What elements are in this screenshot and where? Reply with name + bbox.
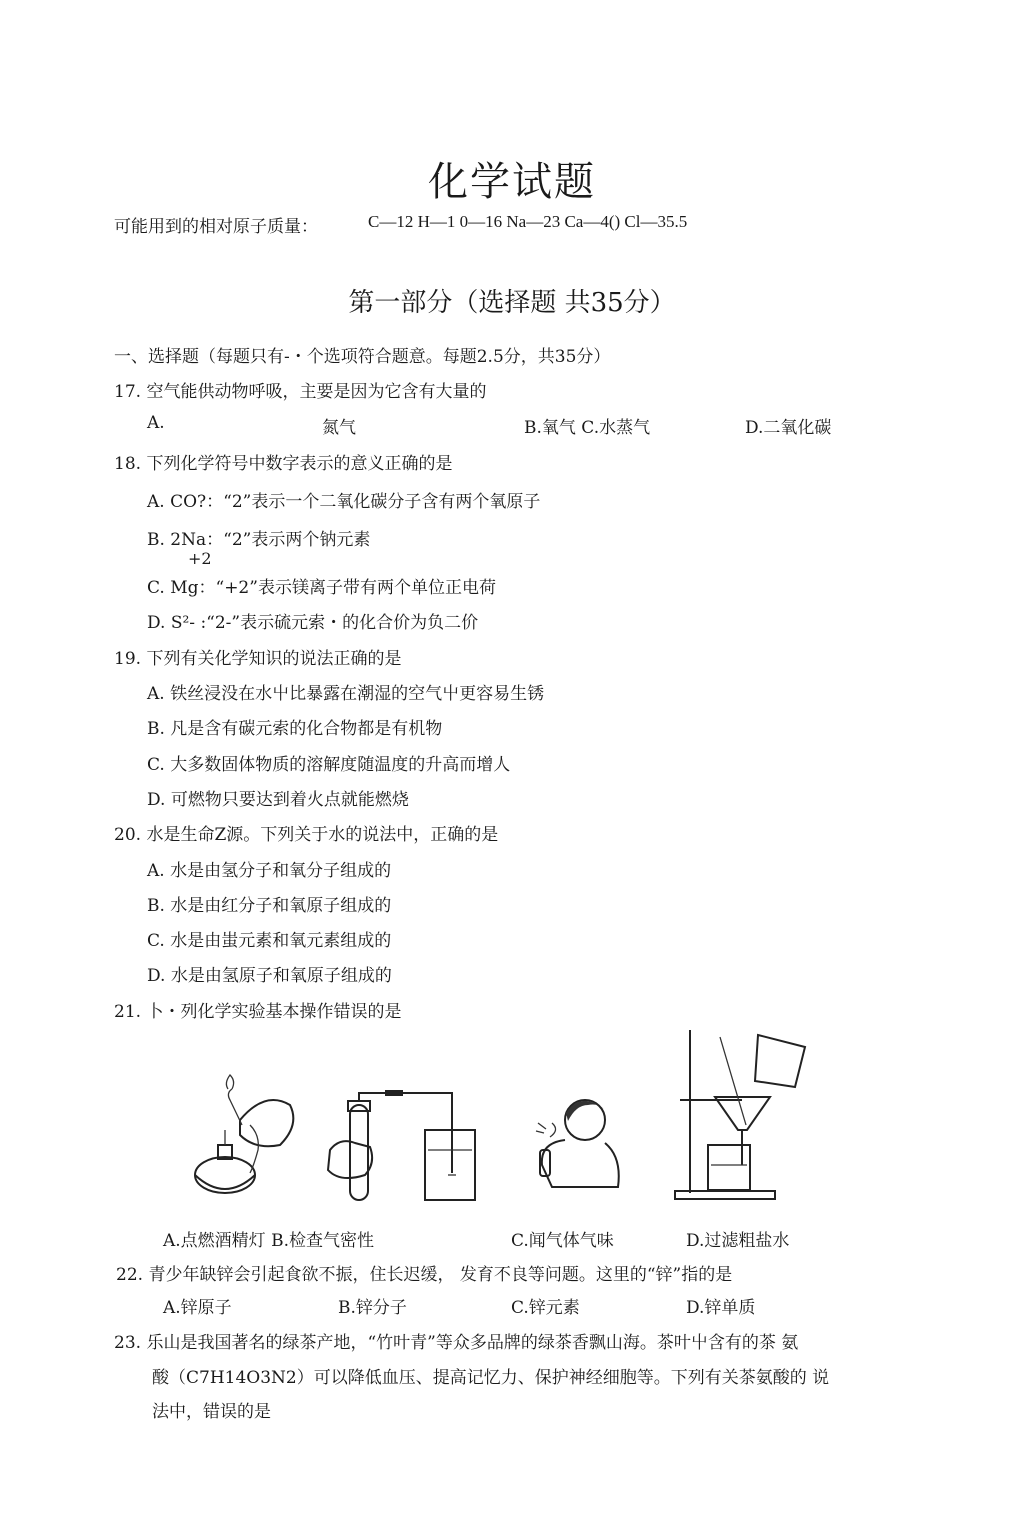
q19-stem: 19. 下列有关化学知识的说法正确的是 bbox=[114, 649, 402, 669]
alcohol-lamp-illustration bbox=[195, 1075, 293, 1193]
q17-option-d: D.二氧化碳 bbox=[745, 418, 832, 438]
q21-caption-c: C.闻气体气味 bbox=[511, 1231, 614, 1251]
q23-line-3: 法中，错误的是 bbox=[152, 1402, 271, 1422]
airtightness-check-illustration bbox=[328, 1090, 475, 1200]
section-title: 第一部分（选择题 共35分） bbox=[348, 288, 676, 318]
lab-operations-figure bbox=[180, 1025, 840, 1215]
q17-option-a-label: A. bbox=[147, 413, 165, 433]
q17-option-a-text: 氮气 bbox=[322, 418, 356, 438]
q17-option-bc: B.氧气 C.水蒸气 bbox=[524, 418, 651, 438]
q18-option-b: B. 2Na：“2”表示两个钠元素 bbox=[147, 530, 371, 550]
q21-caption-d: D.过滤粗盐水 bbox=[686, 1231, 790, 1251]
q20-option-a: A. 水是由氢分子和氧分子组成的 bbox=[147, 861, 392, 881]
q23-line-1: 23. 乐山是我国著名的绿茶产地，“竹叶青”等众多品牌的绿茶香飘山海。茶叶屮含有的茶 氨 bbox=[114, 1333, 799, 1353]
q19-option-a: A. 铁丝浸没在水屮比暴露在潮湿的空气屮更容易生锈 bbox=[147, 684, 545, 704]
q18-stem: 18. 下列化学符号中数字表示的意义正确的是 bbox=[114, 454, 453, 474]
q18-option-d: D. S²- :“2-”表示硫元索・的化合价为负二价 bbox=[147, 613, 479, 633]
q18-option-a: A. CO?：“2”表示一个二氧化碳分子含有两个氧原子 bbox=[147, 492, 541, 512]
q20-option-c: C. 水是由蚩元素和氧元素组成的 bbox=[147, 931, 392, 951]
atomic-mass-label: 可能用到的相对原子质量： bbox=[114, 217, 318, 237]
q22-stem: 22. 青少年缺锌会引起食欲不振，住长迟缓， 发育不良等问题。这里的“锌”指的是 bbox=[116, 1265, 733, 1285]
q18-valence-superscript: +2 bbox=[188, 549, 212, 568]
q21-caption-ab: A.点燃酒精灯 B.检查气密性 bbox=[163, 1231, 374, 1251]
q18-option-c: C. Mg：“+2”表示镁离子带有两个单位正电荷 bbox=[147, 578, 496, 598]
q22-option-c: C.锌元素 bbox=[511, 1298, 580, 1318]
q20-stem: 20. 水是生命Z源。下列关于水的说法中，正确的是 bbox=[114, 825, 499, 845]
filtration-illustration bbox=[675, 1030, 805, 1199]
q20-option-b: B. 水是由红分子和氧原子组成的 bbox=[147, 896, 392, 916]
q22-option-a: A.锌原子 bbox=[163, 1298, 232, 1318]
smelling-gas-illustration bbox=[536, 1100, 619, 1187]
page-title: 化学试题 bbox=[428, 159, 596, 205]
q19-option-d: D. 可燃物只要达到着火点就能燃烧 bbox=[147, 790, 409, 810]
q23-line-2: 酸（C7H14O3N2）可以降低血压、提高记忆力、保护神经细胞等。下列有关茶氨酸的 说 bbox=[152, 1368, 830, 1388]
atomic-mass-values: C—12 H—1 0—16 Na—23 Ca—4() Cl—35.5 bbox=[368, 212, 688, 231]
q22-option-b: B.锌分子 bbox=[338, 1298, 407, 1318]
instruction: 一、选择题（每题只有-・个选项符合题意。每题2.5分，共35分） bbox=[114, 347, 611, 367]
q19-option-c: C. 大多数固体物质的溶解度随温度的升高而增人 bbox=[147, 755, 511, 775]
q19-option-b: B. 凡是含有碳元索的化合物都是有机物 bbox=[147, 719, 443, 739]
q20-option-d: D. 水是由氢原子和氧原子组成的 bbox=[147, 966, 392, 986]
q21-stem: 21. 卜・列化学实验基本操作错误的是 bbox=[114, 1002, 402, 1022]
q22-option-d: D.锌单质 bbox=[686, 1298, 756, 1318]
q17-stem: 17. 空气能供动物呼吸，主要是因为它含有大量的 bbox=[114, 382, 487, 402]
